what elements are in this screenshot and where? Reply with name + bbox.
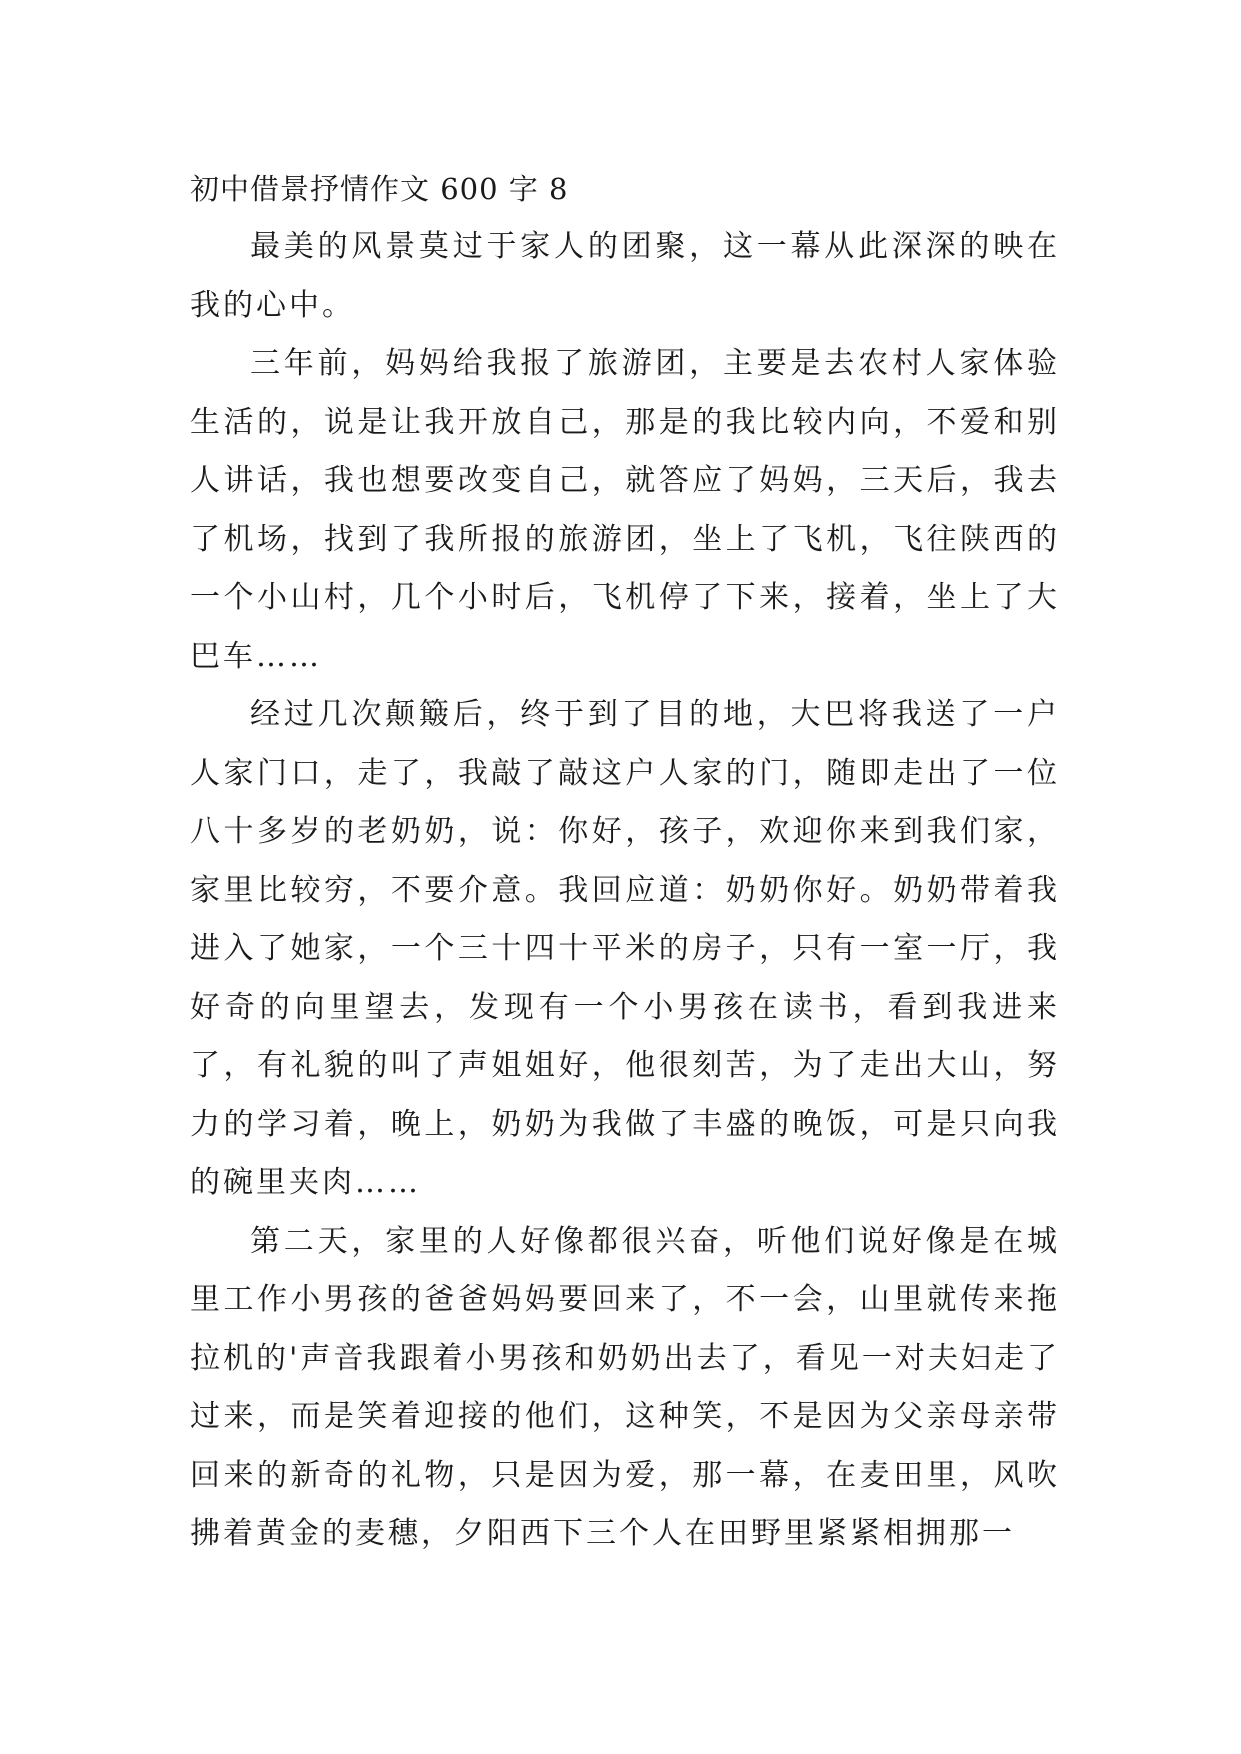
paragraph-4: 第二天，家里的人好像都很兴奋，听他们说好像是在城里工作小男孩的爸爸妈妈要回来了，不一会，山里就传来拖拉机的'声音我跟着小男孩和奶奶出去了，看见一对夫妇走了过来，而是笑着迎接的他们，这种笑，不是因为父亲母亲带回来的新奇的礼物，只是因为爱，那一幕，在麦田里，风吹拂着黄金的麦穗，夕阳西下三个人在田野里紧紧相拥那一 [190, 1223, 1060, 1551]
paragraph-1: 最美的风景莫过于家人的团聚，这一幕从此深深的映在我的心中。 [190, 229, 1060, 323]
document-title: 初中借景抒情作文 600 字 8 [190, 172, 569, 206]
paragraph-2: 三年前，妈妈给我报了旅游团，主要是去农村人家体验生活的，说是让我开放自己，那是的我比较内向，不爱和别人讲话，我也想要改变自己，就答应了妈妈，三天后，我去了机场，找到了我所报的旅游团，坐上了飞机，飞往陕西的一个小山村，几个小时后，飞机停了下来，接着，坐上了大巴车…… [190, 346, 1060, 674]
paragraph-3: 经过几次颠簸后，终于到了目的地，大巴将我送了一户人家门口，走了，我敲了敲这户人家的门，随即走出了一位八十多岁的老奶奶，说：你好，孩子，欢迎你来到我们家，家里比较穷，不要介意。我回应道：奶奶你好。奶奶带着我进入了她家，一个三十四十平米的房子，只有一室一厅，我好奇的向里望去，发现有一个小男孩在读书，看到我进来了，有礼貌的叫了声姐姐好，他很刻苦，为了走出大山，努力的学习着，晚上，奶奶为我做了丰盛的晚饭，可是只向我的碗里夹肉…… [190, 697, 1060, 1200]
document-body [190, 160, 1060, 1564]
